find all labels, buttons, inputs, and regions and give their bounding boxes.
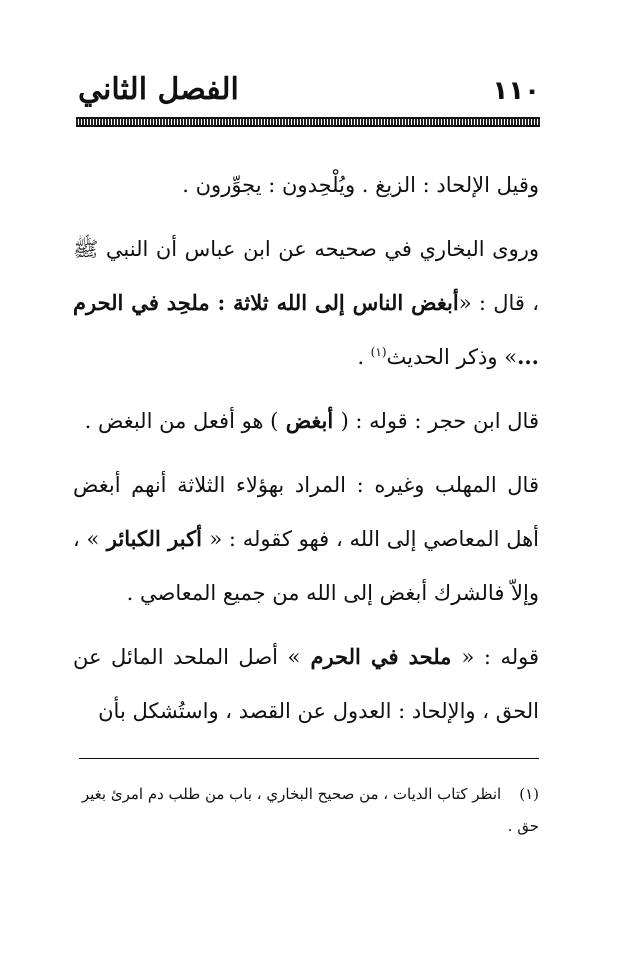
paragraph-4-intro: قال المهلب وغيره : المراد بهؤلاء الثلاثة أنهم أبغض أهل المعاصي إلى الله ، فهو كقوله : « <box>73 473 540 551</box>
paragraph-4-bold: أكبر الكبائر <box>99 526 210 551</box>
paragraph-3-bold: أبغض <box>278 408 341 433</box>
paragraph-2-end: . <box>357 345 371 369</box>
paragraph-3-intro: قال ابن حجر : قوله : ( <box>340 409 539 433</box>
chapter-title: الفصل الثاني <box>78 72 239 107</box>
header-divider <box>76 117 540 127</box>
footnote-number: (١) <box>519 785 539 803</box>
paragraph-5-intro: قوله : « <box>461 645 539 669</box>
paragraph-2 <box>73 222 539 384</box>
footnote-text: انظر كتاب الديات ، من صحيح البخاري ، باب من طلب دم امرئ بغير حق . <box>81 785 539 835</box>
paragraph-3 <box>73 394 539 448</box>
footnote-divider <box>79 758 539 759</box>
paragraph-2-intro: وروى البخاري في صحيحه عن ابن عباس أن النبي ﷺ ، قال : « <box>73 237 540 315</box>
page-header <box>78 70 540 114</box>
hadith-quote: أبغض الناس إلى الله ثلاثة : ملحِد في الحرم ... <box>73 290 539 369</box>
paragraph-4 <box>73 458 539 620</box>
paragraph-2-tail: » وذكر الحديث <box>386 345 518 369</box>
paragraph-1 <box>73 158 539 212</box>
main-text <box>73 158 539 748</box>
paragraph-4-tail: » ، وإلاّ فالشرك أبغض إلى الله من جميع المعاصي . <box>73 527 539 605</box>
paragraph-5 <box>73 630 539 738</box>
paragraph-3-tail: ) هو أفعل من البغض . <box>84 409 279 433</box>
paragraph-1-text: وقيل الإلحاد : الزيغ . ويُلْحِدون : يجوِّرون . <box>182 173 539 197</box>
footnote-ref[interactable]: (١) <box>370 345 387 359</box>
page-number: ١١٠ <box>492 76 540 106</box>
paragraph-5-bold: ملحد في الحرم <box>300 644 462 669</box>
footnote <box>73 778 539 842</box>
paragraph-5-tail: » أصل الملحد المائل عن الحق ، والإلحاد : العدول عن القصد ، واستُشكل بأن <box>73 645 539 723</box>
